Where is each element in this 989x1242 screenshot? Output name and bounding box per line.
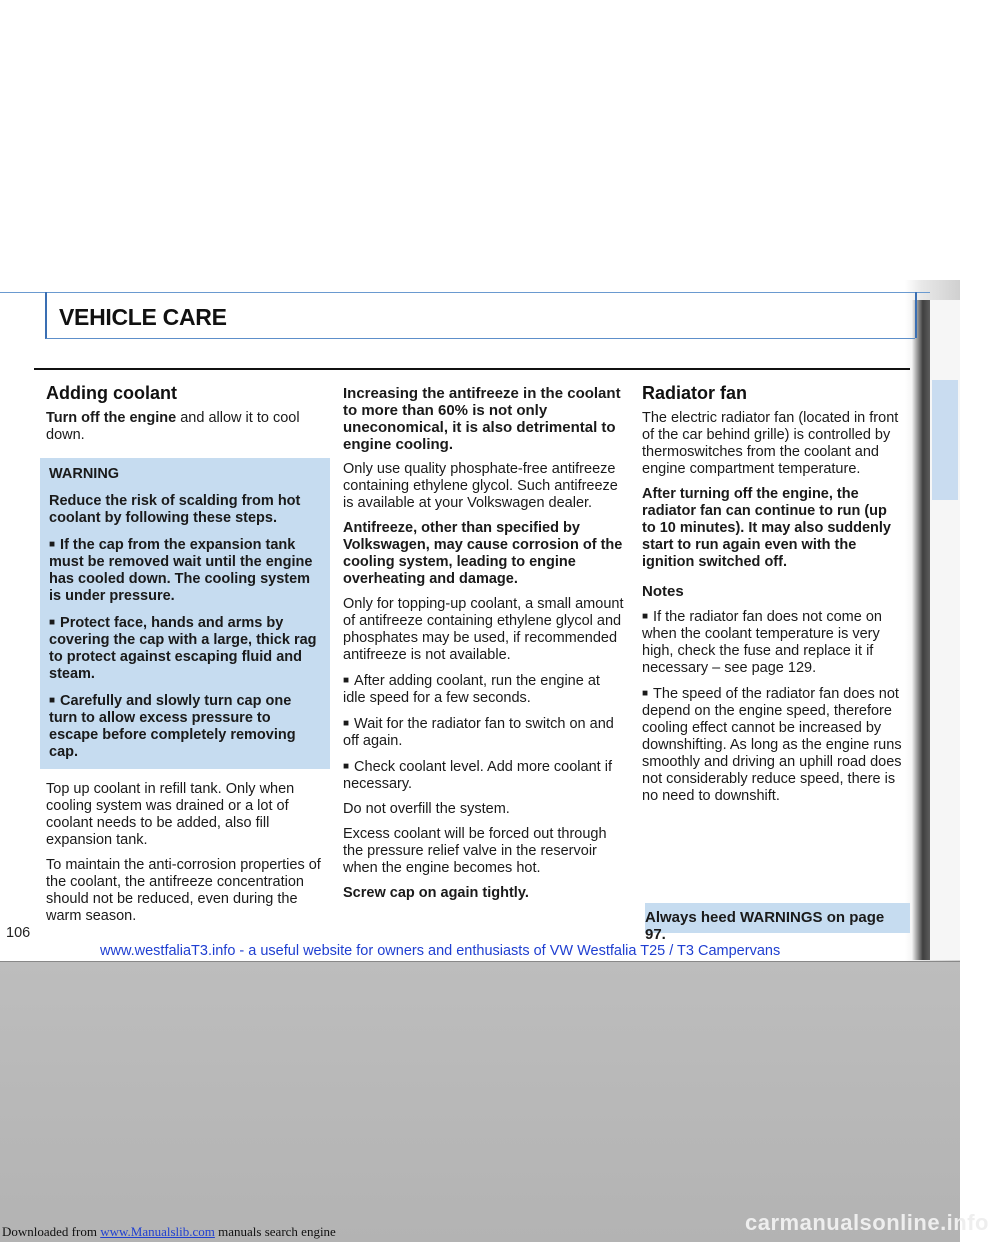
antifreeze-caution: Antifreeze, other than specified by Volkswagen, may cause corrosion of the cooling system, leading to engine overheating and damage. xyxy=(343,520,623,587)
next-page-warning-box xyxy=(932,380,958,500)
body-paragraph: Do not overfill the system. xyxy=(343,801,510,817)
next-page-edge xyxy=(930,300,960,960)
radiator-fan-caution: After turning off the engine, the radiator fan can continue to run (up to 10 minutes). It may also suddenly start to run again even with the ignition switched off. xyxy=(642,486,891,570)
content-top-rule xyxy=(34,368,910,370)
section-title: VEHICLE CARE xyxy=(59,304,227,330)
step-bullet: ■ After adding coolant, run the engine at idle speed for a few seconds. xyxy=(343,672,625,707)
radiator-fan-heading: Radiator fan xyxy=(642,383,748,403)
body-paragraph: Excess coolant will be forced out through the pressure relief valve in the reservoir when the engine becomes hot. xyxy=(343,826,607,876)
antifreeze-bold-note: Increasing the antifreeze in the coolant to more than 60% is not only uneconomical, it is also detrimental to engine cooling. xyxy=(343,385,621,453)
body-paragraph: The electric radiator fan (located in front of the car behind grille) is controlled by thermoswitches from the coolant and engine compartment temperature. xyxy=(642,410,899,477)
warning-bullet: ■ If the cap from the expansion tank must be removed wait until the engine has cooled down. The cooling system is under pressure. xyxy=(49,536,322,605)
body-paragraph: To maintain the anti-corrosion properties of the coolant, the antifreeze concentration should not be reduced, even during the warm season. xyxy=(46,857,321,924)
warning-title: WARNING xyxy=(49,466,120,482)
body-paragraph: Top up coolant in refill tank. Only when cooling system was drained or a lot of coolant needs to be added, also fill expansion tank. xyxy=(46,781,295,848)
column-antifreeze xyxy=(343,385,625,910)
carmanuals-watermark: carmanualsonline.info xyxy=(745,1210,989,1235)
column-adding-coolant xyxy=(46,385,324,933)
notes-heading: Notes xyxy=(642,583,684,600)
manualslib-link[interactable]: www.Manualslib.com xyxy=(100,1224,215,1239)
warning-bullet: ■ Carefully and slowly turn cap one turn to allow excess pressure to escape before completely removing cap. xyxy=(49,692,322,761)
section-header xyxy=(45,292,915,339)
website-watermark: www.westfaliaT3.info - a useful website for owners and enthusiasts of VW Westfalia T25 / T3 Campervans xyxy=(100,943,781,959)
warning-box xyxy=(40,458,330,769)
binding-gutter xyxy=(912,300,930,960)
page-number: 106 xyxy=(6,925,31,941)
scan-background xyxy=(0,962,960,1242)
screw-cap-note: Screw cap on again tightly. xyxy=(343,885,529,901)
note-bullet: ■ The speed of the radiator fan does not depend on the engine speed, therefore cooling effect cannot be increased by downshifting. As long as the engine runs smoothly and driving an uphill road does not considerably reduce speed, there is no need to downshift. xyxy=(642,685,904,805)
intro-paragraph: Turn off the engine and allow it to cool down. xyxy=(46,410,300,443)
download-footer: Downloaded from www.Manualslib.com manuals search engine xyxy=(2,1224,336,1239)
note-bullet: ■ If the radiator fan does not come on when the coolant temperature is very high, check the fuse and replace it if necessary – see page 129. xyxy=(642,608,904,677)
warning-bullet: ■ Protect face, hands and arms by covering the cap with a large, thick rag to protect against escaping fluid and steam. xyxy=(49,614,322,683)
step-bullet: ■ Check coolant level. Add more coolant if necessary. xyxy=(343,758,625,793)
body-paragraph: Only for topping-up coolant, a small amount of antifreeze containing ethylene glycol and phosphates may be used, if recommended antifreeze is not available. xyxy=(343,596,624,663)
body-paragraph: Only use quality phosphate-free antifreeze containing ethylene glycol. Such antifreeze is available at your Volkswagen dealer. xyxy=(343,461,618,511)
step-bullet: ■ Wait for the radiator fan to switch on and off again. xyxy=(343,715,625,750)
heed-warnings-text: Always heed WARNINGS on page 97. xyxy=(645,909,885,943)
heed-warnings-box xyxy=(645,903,910,943)
warning-line: Reduce the risk of scalding from hot coolant by following these steps. xyxy=(49,493,301,526)
column-radiator-fan xyxy=(642,385,904,813)
adding-coolant-heading: Adding coolant xyxy=(46,383,177,403)
